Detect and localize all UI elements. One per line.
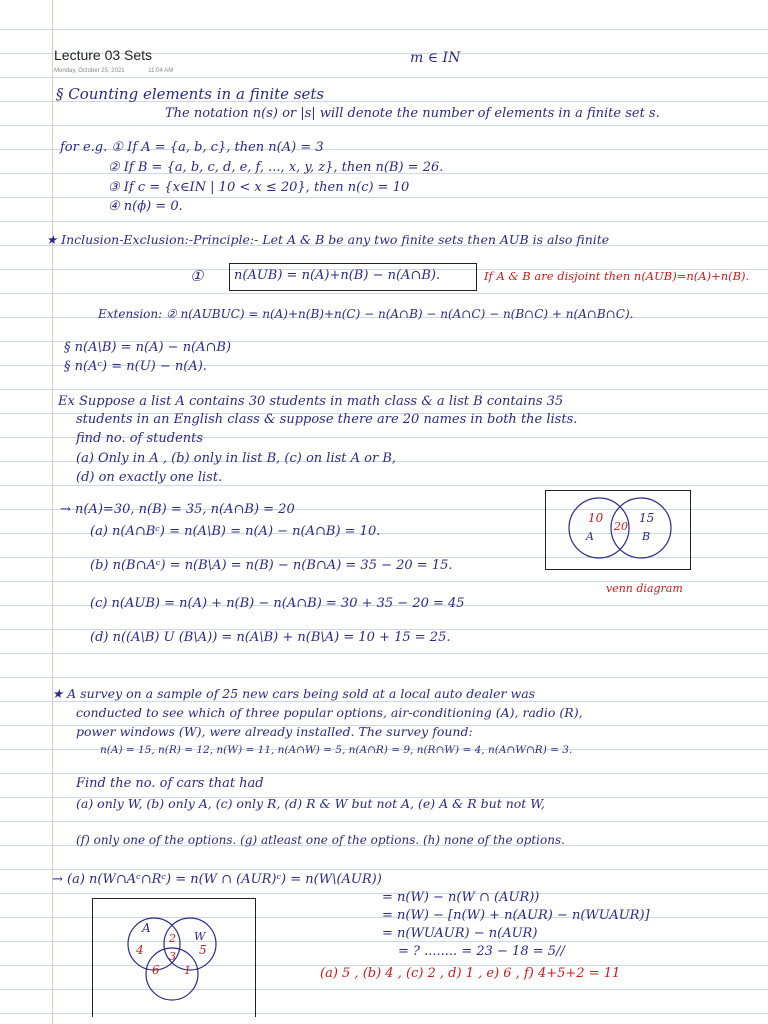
ex1-solution-a: (a) n(A∩Bᶜ) = n(A\B) = n(A) − n(A∩B) = 10. bbox=[90, 524, 381, 539]
formula-text: n(AUB) = n(A)+n(B) − n(A∩B). bbox=[234, 268, 441, 283]
venn2-label-w: W bbox=[194, 930, 206, 943]
venn1-both: 20 bbox=[614, 520, 628, 533]
ex1-solution-d: (d) n((A\B) U (B\A)) = n(A\B) + n(B\A) = 10 + 15 = 25. bbox=[90, 630, 451, 645]
page-title: Lecture 03 Sets bbox=[54, 47, 153, 63]
ex2-line-1: ★ A survey on a sample of 25 new cars being sold at a local auto dealer was bbox=[52, 686, 536, 701]
example-line-3: ③ If c = {x∈IN | 10 < x ≤ 20}, then n(c) = 10 bbox=[108, 180, 410, 195]
venn2-value-4: 4 bbox=[136, 943, 144, 957]
venn2-value-2: 2 bbox=[169, 932, 176, 945]
difference-formula-2: § n(Aᶜ) = n(U) − n(A). bbox=[64, 359, 207, 374]
ex2-line-2: conducted to see which of three popular options, air-conditioning (A), radio (R), bbox=[76, 705, 583, 720]
page-meta bbox=[54, 68, 195, 74]
venn1-a-only: 10 bbox=[588, 511, 604, 525]
example-line-2: ② If B = {a, b, c, d, e, f, ..., x, y, z}, then n(B) = 26. bbox=[108, 160, 444, 175]
ex1-solution-given: → n(A)=30, n(B) = 35, n(A∩B) = 20 bbox=[60, 502, 295, 517]
header-note: m ∈ IN bbox=[410, 50, 461, 66]
ex2-answers: (a) 5 , (b) 4 , (c) 2 , d) 1 , e) 6 , f) 4+5+2 = 11 bbox=[320, 966, 621, 981]
page-date: Monday, October 25, 2021 bbox=[54, 68, 125, 74]
venn1-diagram bbox=[545, 490, 689, 568]
formula-number: ① bbox=[190, 267, 204, 285]
ex2-line-3: power windows (W), were already installed. The survey found: bbox=[76, 724, 473, 739]
example-line-1: for e.g. ① If A = {a, b, c}, then n(A) = 3 bbox=[60, 140, 324, 155]
ex2-solution-step-1: = n(W) − n(W ∩ (AUR)) bbox=[382, 890, 540, 905]
venn2-value-5: 5 bbox=[199, 943, 207, 957]
venn2-value-1: 1 bbox=[184, 964, 191, 977]
ex1-line-2: students in an English class & suppose there are 20 names in both the lists. bbox=[76, 412, 578, 427]
section-heading: § Counting elements in a finite sets bbox=[56, 85, 325, 103]
ex2-line-5: Find the no. of cars that had bbox=[76, 776, 264, 791]
disjoint-note: If A & B are disjoint then n(AUB)=n(A)+n(B). bbox=[484, 269, 750, 283]
ex1-line-3: find no. of students bbox=[76, 431, 204, 446]
ex2-line-6: (a) only W, (b) only A, (c) only R, (d) R & W but not A, (e) A & R but not W, bbox=[76, 796, 545, 811]
page-margin-line bbox=[52, 0, 53, 1024]
ex1-solution-c: (c) n(AUB) = n(A) + n(B) − n(A∩B) = 30 + 35 − 20 = 45 bbox=[90, 596, 465, 611]
ex2-solution-step-2: = n(W) − [n(W) + n(AUR) − n(WUAUR)] bbox=[382, 908, 650, 923]
venn1-b-only: 15 bbox=[639, 511, 655, 525]
venn1-caption: venn diagram bbox=[606, 582, 683, 595]
inclusion-heading: ★ Inclusion-Exclusion:-Principle:- Let A & B be any two finite sets then AUB is also finite bbox=[46, 232, 610, 247]
venn2-value-6: 6 bbox=[152, 963, 160, 977]
venn2-value-3: 3 bbox=[169, 950, 176, 963]
ex1-solution-b: (b) n(B∩Aᶜ) = n(B\A) = n(B) − n(B∩A) = 35 − 20 = 15. bbox=[90, 558, 453, 573]
example-line-4: ④ n(ϕ) = 0. bbox=[108, 199, 183, 214]
extension-formula: Extension: ② n(AUBUC) = n(A)+n(B)+n(C) − n(A∩B) − n(A∩C) − n(B∩C) + n(A∩B∩C). bbox=[98, 307, 634, 321]
venn1-label-b: B bbox=[642, 530, 651, 543]
venn1-label-a: A bbox=[586, 530, 594, 543]
page-time: 11:04 AM bbox=[148, 68, 174, 74]
ex2-line-4: n(A) = 15, n(R) = 12, n(W) = 11, n(A∩W) = 5, n(A∩R) = 9, n(R∩W) = 4, n(A∩W∩R) = 3. bbox=[100, 744, 573, 756]
venn2-label-a: A bbox=[142, 921, 151, 935]
ex2-solution-step-3: = n(WUAUR) − n(AUR) bbox=[382, 926, 538, 941]
venn2-diagram bbox=[92, 898, 254, 1016]
ex1-line-5: (d) on exactly one list. bbox=[76, 470, 223, 485]
ex1-line-4: (a) Only in A , (b) only in list B, (c) on list A or B, bbox=[76, 451, 397, 466]
ex1-line-1: Ex Suppose a list A contains 30 students in math class & a list B contains 35 bbox=[58, 394, 564, 409]
ex2-line-7: (f) only one of the options. (g) atleast one of the options. (h) none of the options. bbox=[76, 833, 565, 847]
difference-formula-1: § n(A\B) = n(A) − n(A∩B) bbox=[64, 340, 232, 355]
ex2-solution-a: → (a) n(W∩Aᶜ∩Rᶜ) = n(W ∩ (AUR)ᶜ) = n(W\(AUR)) bbox=[52, 872, 382, 887]
ex2-solution-step-4: = ? ........ = 23 − 18 = 5// bbox=[398, 944, 565, 959]
section-intro: The notation n(s) or |s| will denote the number of elements in a finite set s. bbox=[165, 106, 660, 121]
